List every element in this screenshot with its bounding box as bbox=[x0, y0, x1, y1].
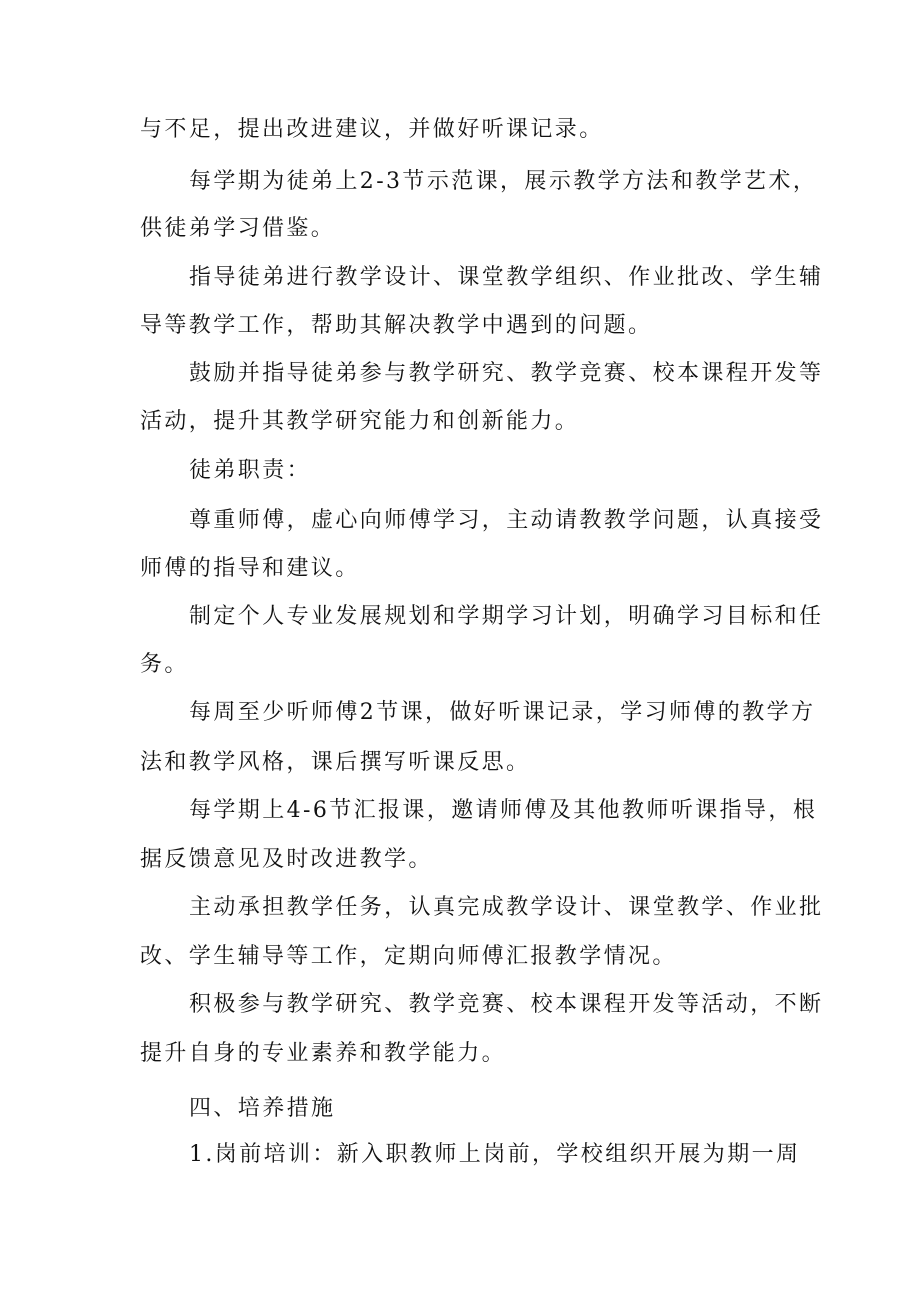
text-line: 法和教学风格，课后撰写听课反思。 bbox=[140, 750, 531, 775]
text-line: 尊重师傅，虚心向师傅学习，主动请教教学问题，认真接受 bbox=[189, 508, 824, 533]
text-line: 师傅的指导和建议。 bbox=[140, 556, 360, 581]
text-line: 每学期上4-6节汇报课，邀请师傅及其他教师听课指导，根 bbox=[189, 798, 818, 823]
text-line: 每学期为徒弟上2-3节示范课，展示教学方法和教学艺术， bbox=[189, 169, 818, 194]
text-line: 指导徒弟进行教学设计、课堂教学组织、作业批改、学生辅 bbox=[189, 265, 824, 290]
text-line: 1.岗前培训：新入职教师上岗前，学校组织开展为期一周 bbox=[189, 1142, 801, 1167]
text-line: 鼓励并指导徒弟参与教学研究、教学竞赛、校本课程开发等 bbox=[189, 361, 824, 386]
text-line: 据反馈意见及时改进教学。 bbox=[140, 847, 433, 872]
text-line: 改、学生辅导等工作，定期向师傅汇报教学情况。 bbox=[140, 944, 677, 969]
text-line: 导等教学工作，帮助其解决教学中遇到的问题。 bbox=[140, 313, 653, 338]
text-line: 提升自身的专业素养和教学能力。 bbox=[140, 1041, 507, 1066]
text-line: 积极参与教学研究、教学竞赛、校本课程开发等活动，不断 bbox=[189, 992, 824, 1017]
text-line: 活动，提升其教学研究能力和创新能力。 bbox=[140, 409, 580, 434]
text-line: 主动承担教学任务，认真完成教学设计、课堂教学、作业批 bbox=[189, 895, 824, 920]
text-line: 供徒弟学习借鉴。 bbox=[140, 216, 336, 241]
section-heading: 四、培养措施 bbox=[189, 1096, 336, 1121]
text-line: 制定个人专业发展规划和学期学习计划，明确学习目标和任 bbox=[189, 604, 824, 629]
text-line: 与不足，提出改进建议，并做好听课记录。 bbox=[140, 117, 604, 142]
text-line: 务。 bbox=[140, 652, 189, 677]
section-subheading: 徒弟职责： bbox=[189, 458, 312, 483]
text-line: 每周至少听师傅2节课，做好听课记录，学习师傅的教学方 bbox=[189, 700, 816, 725]
